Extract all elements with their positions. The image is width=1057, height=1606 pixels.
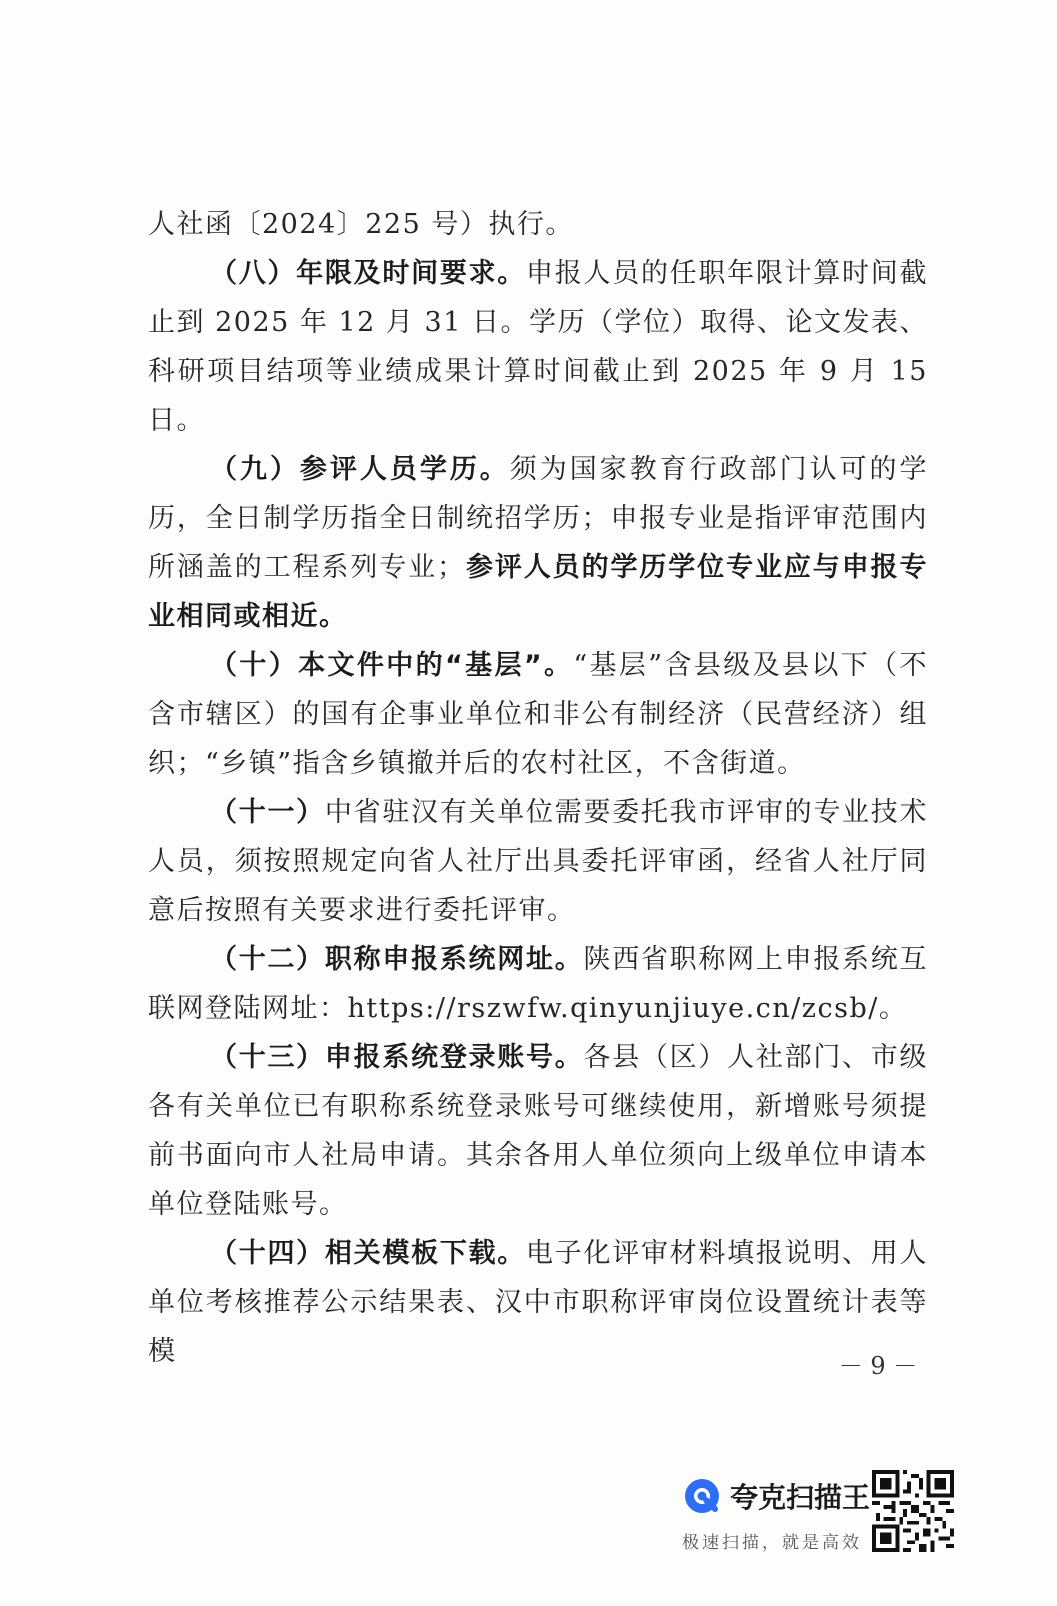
paragraph-item-8 <box>148 249 928 445</box>
quark-logo-icon <box>682 1476 722 1516</box>
paragraph-text: 人社函〔2024〕225 号）执行。 <box>148 209 574 240</box>
paragraph-text: 申报人员的任职年限计算时间截止到 2025 年 12 月 31 日。学历（学位）取得、论文发表、科研项目结项等业绩成果计算时间截止到 2025 年 9 月 15 日。 <box>148 258 929 436</box>
paragraph-heading: （十）本文件中的“基层”。 <box>210 650 574 681</box>
document-body <box>148 200 928 1376</box>
watermark-subtitle: 极速扫描，就是高效 <box>682 1533 862 1553</box>
paragraph-text: 陕西省职称网上申报系统互联网登陆网址：https://rszwfw.qinyunjiuye.cn/zcsb/。 <box>148 944 929 1024</box>
qr-code-icon <box>872 1470 954 1552</box>
paragraph-bold-tail: 参评人员的学历学位专业应与申报专业相同或相近。 <box>148 552 929 632</box>
paragraph-text: 电子化评审材料填报说明、用人单位考核推荐公示结果表、汉中市职称评审岗位设置统计表等模 <box>148 1238 929 1367</box>
paragraph-item-11 <box>148 788 928 935</box>
paragraph-item-9 <box>148 445 928 641</box>
paragraph-heading: （十四）相关模板下载。 <box>210 1238 527 1269</box>
paragraph-heading: （十一） <box>210 797 325 828</box>
page-number: － 9 － <box>838 1352 918 1380</box>
scanner-watermark <box>682 1470 882 1560</box>
paragraph-heading: （九）参评人员学历。 <box>210 454 510 485</box>
paragraph-item-10 <box>148 641 928 788</box>
paragraph-heading: （十二）职称申报系统网址。 <box>210 944 584 975</box>
paragraph-item-13 <box>148 1033 928 1229</box>
paragraph-heading: （十三）申报系统登录账号。 <box>210 1042 584 1073</box>
paragraph-text: “基层”含县级及县以下（不含市辖区）的国有企事业单位和非公有制经济（民营经济）组织；“乡镇”指含乡镇撤并后的农村社区，不含街道。 <box>148 650 928 779</box>
paragraph-text: 中省驻汉有关单位需要委托我市评审的专业技术人员，须按照规定向省人社厅出具委托评审函，经省人社厅同意后按照有关要求进行委托评审。 <box>148 797 929 926</box>
watermark-title: 夸克扫描王 <box>730 1481 871 1514</box>
paragraph-heading: （八）年限及时间要求。 <box>210 258 527 289</box>
paragraph-text: 各县（区）人社部门、市级各有关单位已有职称系统登录账号可继续使用，新增账号须提前书面向市人社局申请。其余各用人单位须向上级单位申请本单位登陆账号。 <box>148 1042 929 1220</box>
paragraph-continuation <box>148 200 928 249</box>
paragraph-text: 须为国家教育行政部门认可的学历，全日制学历指全日制统招学历；申报专业是指评审范围内所涵盖的工程系列专业； <box>148 454 929 583</box>
paragraph-item-12 <box>148 935 928 1033</box>
paragraph-item-14 <box>148 1229 928 1376</box>
